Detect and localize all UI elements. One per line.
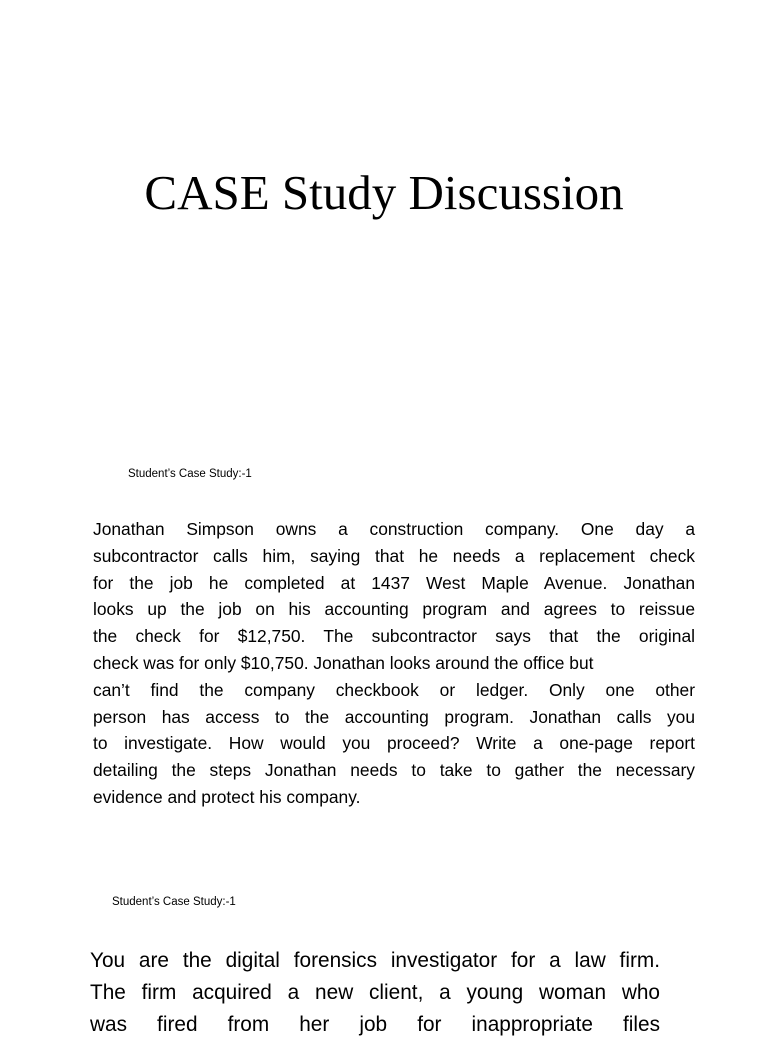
paragraph-line: for the job he completed at 1437 West Maple Avenue. Jonathan	[93, 572, 695, 593]
paragraph-line: detailing the steps Jonathan needs to take to gather the necessary	[93, 760, 695, 781]
paragraph-line: subcontractor calls him, saying that he needs a replacement check	[93, 545, 695, 566]
case-study-paragraph	[90, 945, 660, 1041]
case-study-paragraph	[93, 516, 695, 811]
case-study-label: Student’s Case Study:-1	[128, 468, 252, 480]
paragraph-line: the check for $12,750. The subcontractor says that the original	[93, 626, 695, 647]
paragraph-line: to investigate. How would you proceed? Write a one-page report	[93, 733, 695, 754]
paragraph-line: evidence and protect his company.	[93, 786, 361, 807]
paragraph-line: can’t find the company checkbook or ledger. Only one other	[93, 679, 695, 700]
case-study-label: Student’s Case Study:-1	[112, 896, 236, 908]
paragraph-line: was fired from her job for inappropriate files	[90, 1013, 660, 1036]
paragraph-line: check was for only $10,750. Jonathan looks around the office but	[93, 652, 594, 673]
paragraph-line: You are the digital forensics investigator for a law firm.	[90, 949, 660, 972]
paragraph-line: The firm acquired a new client, a young woman who	[90, 981, 660, 1004]
paragraph-line: looks up the job on his accounting program and agrees to reissue	[93, 599, 695, 620]
paragraph-line: person has access to the accounting program. Jonathan calls you	[93, 706, 695, 727]
paragraph-line: Jonathan Simpson owns a construction company. One day a	[93, 519, 695, 539]
page-title: CASE Study Discussion	[144, 165, 624, 220]
